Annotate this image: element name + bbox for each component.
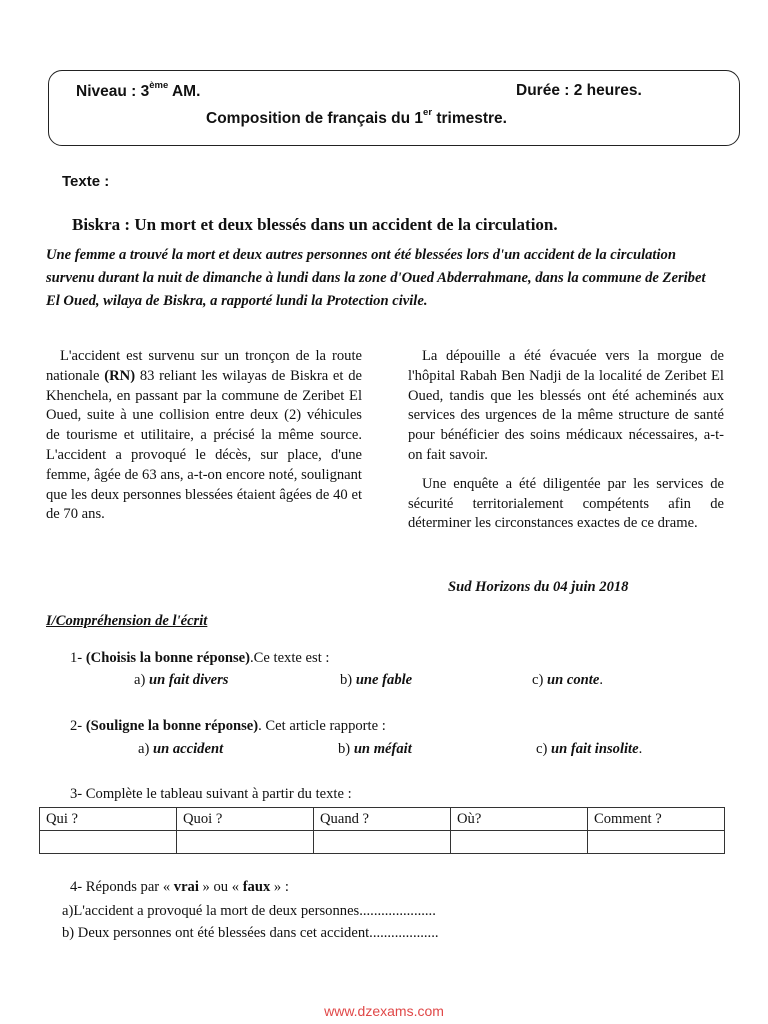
table-header-qui: Qui ? <box>40 808 177 831</box>
article-right-column <box>408 347 724 534</box>
composition-title: Composition de français du 1er trimestre. <box>206 107 507 128</box>
table-header-ou: Où? <box>451 808 588 831</box>
question-4: 4- Réponds par « vrai » ou « faux » : <box>70 879 289 895</box>
table-header-comment: Comment ? <box>588 808 725 831</box>
q1-option-a: a) un fait divers <box>134 672 229 688</box>
texte-label: Texte : <box>62 173 110 190</box>
table-cell[interactable] <box>314 831 451 854</box>
article-source: Sud Horizons du 04 juin 2018 <box>448 579 629 595</box>
answer-table <box>39 807 725 854</box>
table-header-quand: Quand ? <box>314 808 451 831</box>
question-3: 3- Complète le tableau suivant à partir du texte : <box>70 786 352 802</box>
article-lead: Une femme a trouvé la mort et deux autres personnes ont été blessées lors d'un accident de la circulation survenu durant la nuit de dimanche à lundi dans la zone d'Oued Abderrahmane, dans la commune de Zeribet El Oued, wilaya de Biskra, a rapporté lundi la Protection civile. <box>46 247 706 309</box>
footer-url[interactable]: www.dzexams.com <box>324 1003 444 1019</box>
table-header-row <box>40 808 725 831</box>
q2-option-c: c) un fait insolite. <box>536 741 643 757</box>
table-cell[interactable] <box>177 831 314 854</box>
q1-option-b: b) une fable <box>340 672 413 688</box>
table-cell[interactable] <box>588 831 725 854</box>
niveau-label: Niveau : 3ème AM. <box>76 80 201 101</box>
article-paragraph: L'accident est survenu sur un tronçon de la route nationale (RN) 83 reliant les wilayas de Biskra et de Khenchela, en passant par la commune de Zeribet El Oued, suite à une collision entre deux (2) véhicules de tourisme et utilitaire, a précisé la même source. L'accident a provoqué le décès, sur place, d'une femme, âgée de 63 ans, a-t-on encore noté, soulignant que les deux personnes blessées étaient âgées de 40 et de 70 ans. <box>46 348 362 523</box>
question-2: 2- (Souligne la bonne réponse). Cet article rapporte : <box>70 718 386 734</box>
question-1: 1- (Choisis la bonne réponse).Ce texte est : <box>70 650 330 666</box>
article-paragraph: Une enquête a été diligentée par les services de sécurité territorialement compétents afin de déterminer les circonstances exactes de ce drame. <box>408 475 724 532</box>
q2-option-a: a) un accident <box>138 741 224 757</box>
question-4-a: a)L'accident a provoqué la mort de deux personnes..................... <box>62 903 436 919</box>
table-cell[interactable] <box>40 831 177 854</box>
article-left-column <box>46 347 362 525</box>
table-cell[interactable] <box>451 831 588 854</box>
q1-option-c: c) un conte. <box>532 672 603 688</box>
question-4-b: b) Deux personnes ont été blessées dans cet accident................... <box>62 925 439 941</box>
article-title: Biskra : Un mort et deux blessés dans un accident de la circulation. <box>72 215 558 234</box>
duree-label: Durée : 2 heures. <box>516 82 642 99</box>
table-header-quoi: Quoi ? <box>177 808 314 831</box>
article-paragraph: La dépouille a été évacuée vers la morgue de l'hôpital Rabah Ben Nadji de la localité de Zeribet El Oued, tandis que les blessés ont été acheminés aux services des urgences de la même structure de santé pour bénéficier des soins médicaux nécessaires, a-t-on fait savoir. <box>408 348 724 463</box>
table-row <box>40 831 725 854</box>
section-title: I/Compréhension de l'écrit <box>46 613 208 629</box>
q2-option-b: b) un méfait <box>338 741 412 757</box>
